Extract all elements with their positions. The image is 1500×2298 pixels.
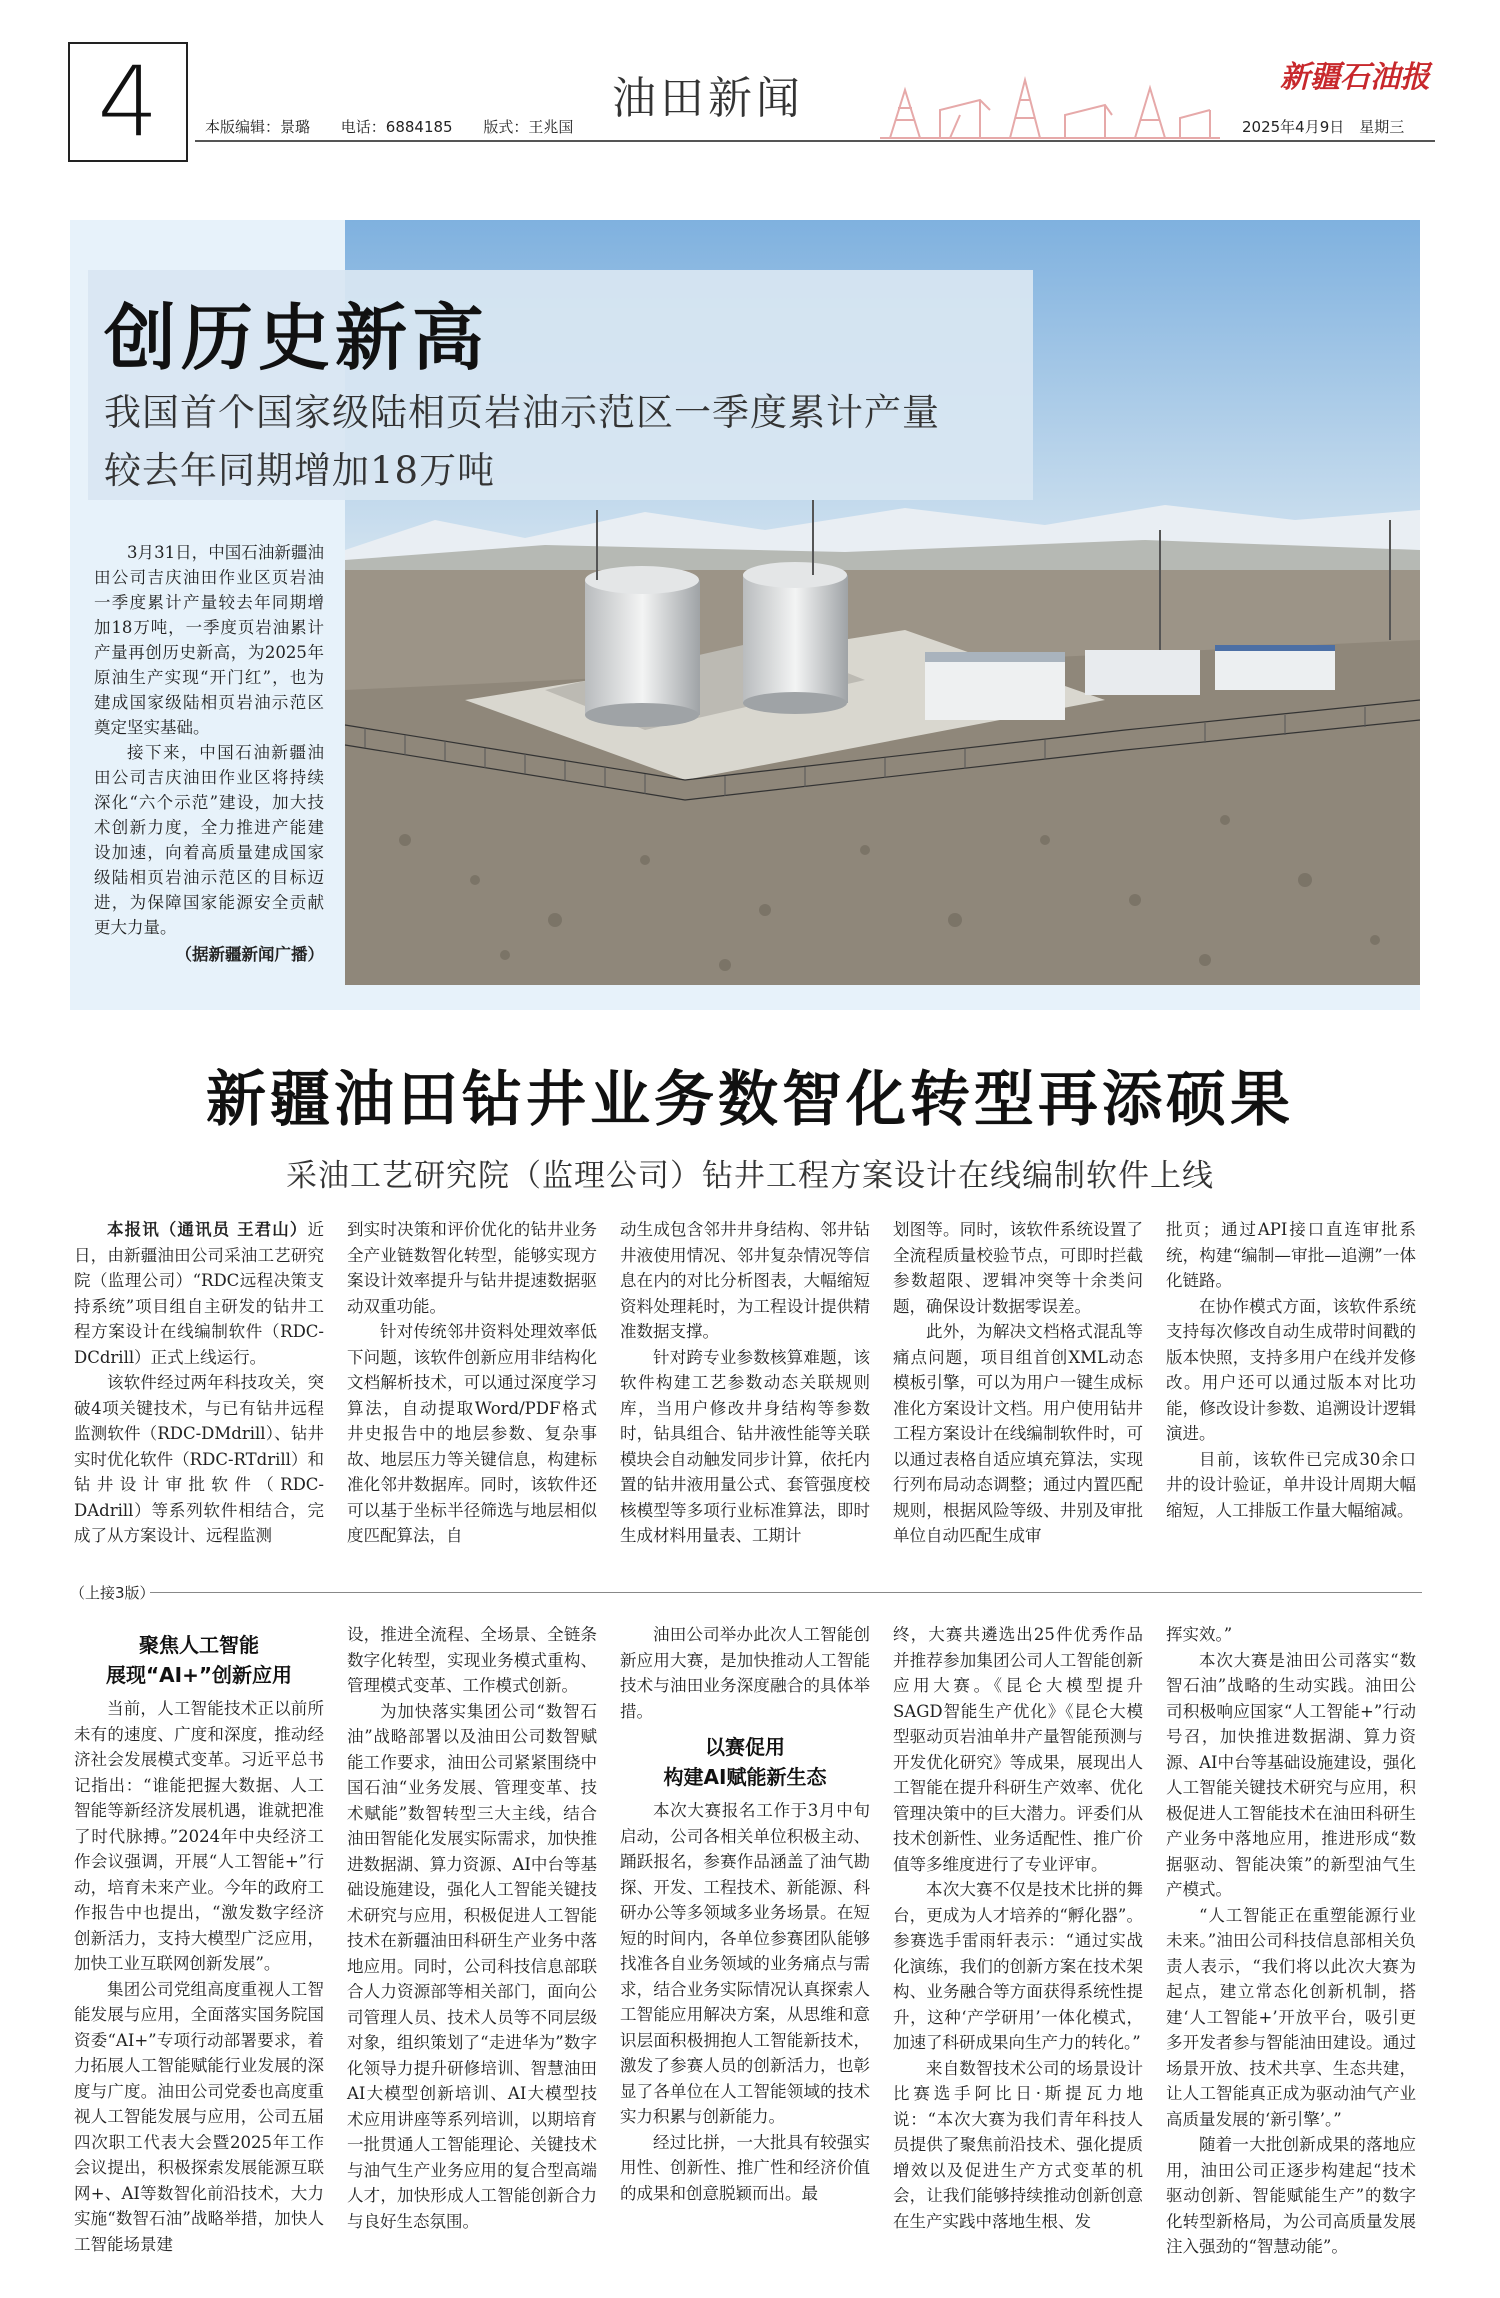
story-subheadline: 采油工艺研究院（监理公司）钻井工程方案设计在线编制软件上线 xyxy=(286,1158,1214,1194)
header-rule xyxy=(195,140,1435,142)
story-text: 随着一大批创新成果的落地应用，油田公司正逐步构建起“技术驱动创新、智能赋能生产”的数字化转型新格局，为公司高质量发展注入强劲的“智慧动能”。 xyxy=(1166,2135,1416,2256)
story-column xyxy=(620,1622,870,2206)
story-text: 针对传统邻井资料处理效率低下问题，该软件创新应用非结构化文档解析技术，可以通过深度学习算法，自动提取Word/PDF格式井史报告中的地层参数、复杂事故、地层压力等关键信息，构建标准化邻井数据库。同时，该软件还可以基于坐标半径筛选与地层相似度匹配算法，自 xyxy=(347,1322,597,1545)
story-text: 当前，人工智能技术正以前所未有的速度、广度和深度，推动经济社会发展模式变革。习近平总书记指出：“谁能把握大数据、人工智能等新经济发展机遇，谁就把准了时代脉搏。”2024年中央经济工作会议强调，开展“人工智能+”行动，培育未来产业。今年的政府工作报告中也提出，“激发数字经济创新活力，支持大模型广泛应用，加快工业互联网创新发展”。 xyxy=(74,1699,324,1973)
story-text: 目前，该软件已完成30余口井的设计验证，单井设计周期大幅缩短，人工排版工作量大幅缩减。 xyxy=(1166,1449,1416,1520)
feature-paragraph: 接下来，中国石油新疆油田公司吉庆油田作业区将持续深化“六个示范”建设，加大技术创新力度，全力推进产能建设加速，向着高质量建成国家级陆相页岩油示范区的目标迈进，为保障国家能源安全贡献更大力量。 xyxy=(94,743,324,937)
story-column xyxy=(347,1217,597,1549)
story-text: 动生成包含邻井井身结构、邻井钻井液使用情况、邻井复杂情况等信息在内的对比分析图表，大幅缩短资料处理耗时，为工程设计提供精准数据支撑。 xyxy=(620,1220,870,1341)
oil-derrick-decoration-icon xyxy=(880,60,1220,140)
feature-subtitle-line2: 较去年同期增加18万吨 xyxy=(104,449,496,492)
story-text: 集团公司党组高度重视人工智能发展与应用，全面落实国务院国资委“AI+”专项行动部署要求，着力拓展人工智能赋能行业发展的深度与广度。油田公司党委也高度重视人工智能发展与应用，公司五届四次职工代表大会暨2025年工作会议提出，积极探索发展能源互联网+、AI等数智化前沿技术，大力实施“数智石油”战略举措，加快人工智能场景建 xyxy=(74,1979,324,2254)
story-column xyxy=(347,1622,597,2234)
story-text: 批页；通过API接口直连审批系统，构建“编制—审批—追溯”一体化链路。 xyxy=(1166,1220,1416,1290)
header-meta xyxy=(205,116,599,137)
story-text: 到实时决策和评价优化的钻井业务全产业链数智化转型，能够实现方案设计效率提升与钻井提速数据驱动双重功能。 xyxy=(347,1220,597,1316)
feature-headline: 创历史新高 xyxy=(104,296,490,380)
subheading-line: 构建AI赋能新生态 xyxy=(663,1765,827,1789)
page-number: 4 xyxy=(68,42,188,162)
story-text: 划图等。同时，该软件系统设置了全流程质量校验节点，可即时拦截参数超限、逻辑冲突等十余类问题，确保设计数据零误差。 xyxy=(893,1220,1143,1316)
story-text: 经过比拼，一大批具有较强实用性、创新性、推广性和经济价值的成果和创意脱颖而出。最 xyxy=(620,2132,870,2203)
story-text: 终，大赛共遴选出25件优秀作品并推荐参加集团公司人工智能创新应用大赛。《昆仑大模型提升SAGD智能生产优化》《昆仑大模型驱动页岩油单井产量智能预测与开发优化研究》等成果，展现出人工智能在提升科研生产效率、优化管理决策中的巨大潜力。评委们从技术创新性、业务适配性、推广价值等多维度进行了专业评审。 xyxy=(893,1625,1143,1874)
feature-paragraph: 3月31日，中国石油新疆油田公司吉庆油田作业区页岩油一季度累计产量较去年同期增加18万吨，一季度页岩油累计产量再创历史新高，为2025年原油生产实现“开门红”，也为建成国家级陆相页岩油示范区奠定坚实基础。 xyxy=(94,543,324,737)
story-text: “人工智能正在重塑能源行业未来。”油田公司科技信息部相关负责人表示，“我们将以此次大赛为起点，建立常态化创新机制，搭建‘人工智能+’开放平台，吸引更多开发者参与智能油田建设。通过场景开放、技术共享、生态共建，让人工智能真正成为驱动油气产业高质量发展的‘新引擎’。” xyxy=(1166,1905,1416,2129)
story-text: 本次大赛报名工作于3月中旬启动，公司各相关单位积极主动、踊跃报名，参赛作品涵盖了油气勘探、开发、工程技术、新能源、科研办公等多领域多业务场景。在短短的时间内，各单位参赛团队能够找准各自业务领域的业务痛点与需求，结合业务实际情况认真探索人工智能应用解决方案，从思维和意识层面积极拥抱人工智能新技术，激发了参赛人员的创新活力，也彰显了各单位在人工智能领域的技术实力积累与创新能力。 xyxy=(620,1801,870,2126)
story-text: 在协作模式方面，该软件系统支持每次修改自动生成带时间戳的版本快照，支持多用户在线并发修改。用户还可以通过版本对比功能，修改设计参数、追溯设计逻辑演进。 xyxy=(1166,1296,1416,1443)
subheading-line: 聚焦人工智能 xyxy=(139,1633,259,1657)
story-text: 该软件经过两年科技攻关，突破4项关键技术，与已有钻井远程监测软件（RDC-DMdrill）、钻井实时优化软件（RDC-RTdrill）和钻井设计审批软件（RDC-DAdrill）等系列软件相结合，完成了从方案设计、远程监测 xyxy=(74,1373,324,1545)
story-column xyxy=(74,1622,324,2257)
story-text: 设，推进全流程、全场景、全链条数字化转型，实现业务模式重构、管理模式变革、工作模式创新。 xyxy=(347,1625,597,1695)
story-text: 本次大赛不仅是技术比拼的舞台，更成为人才培养的“孵化器”。参赛选手雷雨轩表示：“通过实战化演练，我们的创新方案在技术架构、业务融合等方面获得系统性提升，这种‘产学研用’一体化模式，加速了科研成果向生产力的转化。” xyxy=(893,1880,1143,2052)
subheading-line: 以赛促用 xyxy=(705,1735,785,1759)
story-text: 为加快落实集团公司“数智石油”战略部署以及油田公司数智赋能工作要求，油田公司紧紧围绕中国石油“业务发展、管理变革、技术赋能”数智转型三大主线，结合油田智能化发展实际需求，加快推进数据湖、算力资源、AI中台等基础设施建设，强化人工智能关键技术研究与应用，积极促进人工智能技术在新疆油田科研生产业务中落地应用。同时，公司科技信息部联合人力资源部等相关部门，面向公司管理人员、技术人员等不同层级对象，组织策划了“走进华为”数字化领导力提升研修培训、智慧油田AI大模型创新培训、AI大模型技术应用讲座等系列培训，以期培育一批贯通人工智能理论、关键技术与油气生产业务应用的复合型高端人才，加快形成人工智能创新合力与良好生态氛围。 xyxy=(347,1701,597,2231)
feature-subtitle-line1: 我国首个国家级陆相页岩油示范区一季度累计产量 xyxy=(104,391,940,434)
story-text: 本次大赛是油田公司落实“数智石油”战略的生动实践。油田公司积极响应国家“人工智能+”行动号召，加快推进数据湖、算力资源、AI中台等基础设施建设，强化人工智能关键技术研究与应用，积极促进人工智能技术在油田科研生产业务中落地应用，推进形成“数据驱动、智能决策”的新型油气生产模式。 xyxy=(1166,1650,1416,1899)
story-text: 油田公司举办此次人工智能创新应用大赛，是加快推动人工智能技术与油田业务深度融合的具体举措。 xyxy=(620,1625,870,1721)
story-headline: 新疆油田钻井业务数智化转型再添硕果 xyxy=(206,1065,1294,1135)
section-subheading xyxy=(74,1630,324,1690)
subheading-line: 展现“AI+”创新应用 xyxy=(106,1663,292,1687)
issue-date: 2025年4月9日 星期三 xyxy=(1242,118,1405,136)
section-subheading xyxy=(620,1732,870,1792)
story-text: 此外，为解决文档格式混乱等痛点问题，项目组首创XML动态模板引擎，可以为用户一键生成标准化方案设计文档。用户使用钻井工程方案设计在线编制软件时，可以通过表格自适应填充算法，实现行列布局动态调整；通过内置匹配规则，根据风险等级、井别及审批单位自动匹配生成审 xyxy=(893,1322,1143,1545)
section-title: 油田新闻 xyxy=(612,73,804,124)
story-column xyxy=(893,1622,1143,2234)
story-column xyxy=(1166,1622,1416,2260)
editor-credit: 本版编辑：景璐 xyxy=(205,118,311,136)
story-column xyxy=(1166,1217,1416,1523)
story-column xyxy=(74,1217,324,1549)
story-column xyxy=(620,1217,870,1549)
byline: 本报讯（通讯员 王君山） xyxy=(107,1220,308,1239)
feature-body xyxy=(94,540,324,967)
story-column xyxy=(893,1217,1143,1549)
continued-from-tag: （上接3版） xyxy=(70,1584,155,1602)
section-divider xyxy=(150,1592,1422,1593)
layout-credit: 版式：王兆国 xyxy=(483,118,574,136)
newspaper-logo: 新疆石油报 xyxy=(1280,60,1430,95)
story-text: 来自数智技术公司的场景设计比赛选手阿比日·斯提瓦力地说：“本次大赛为我们青年科技人员提供了聚焦前沿技术、强化提质增效以及促进生产方式变革的机会，让我们能够持续推动创新创意在生产实践中落地生根、发 xyxy=(893,2058,1143,2231)
feature-source: （据新疆新闻广播） xyxy=(175,945,324,964)
story-text: 近日，由新疆油田公司采油工艺研究院（监理公司）“RDC远程决策支持系统”项目组自主研发的钻井工程方案设计在线编制软件（RDC-DCdrill）正式上线运行。 xyxy=(74,1220,324,1367)
story-text: 挥实效。” xyxy=(1166,1625,1233,1644)
story-text: 针对跨专业参数核算难题，该软件构建工艺参数动态关联规则库，当用户修改井身结构等参数时，钻具组合、钻井液性能等关联模块会自动触发同步计算，依托内置的钻井液用量公式、套管强度校核模型等多项行业标准算法，即时生成材料用量表、工期计 xyxy=(620,1347,870,1545)
phone-credit: 电话：6884185 xyxy=(340,118,453,136)
